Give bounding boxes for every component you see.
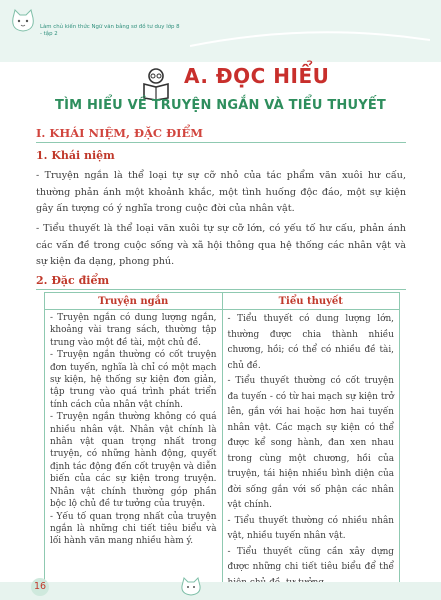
section-heading: A. ĐỌC HIỂU: [184, 64, 330, 88]
cell-paragraph: - Truyện ngắn có dung lượng ngắn, khoảng vài trang sách, thường tập trung vào một đề tài, một chủ đề.: [50, 313, 217, 348]
cat-footer-icon: [178, 574, 204, 596]
divider: [36, 142, 406, 143]
page-number: 16: [31, 578, 49, 596]
cell-paragraph: - Truyện ngắn thường có cốt truyện đơn tuyến, nghĩa là chỉ có một mạch sự kiện, hệ thống sự kiện đơn giản, tập trung vào quá trình phát triển tính cách của nhân vật chính.: [50, 350, 217, 410]
short-story-cell: [45, 310, 223, 594]
paragraph-novel: - Tiểu thuyết là thể loại văn xuôi tự sự cỡ lớn, có yếu tố hư cấu, phản ánh các vấn đề trong cuộc sống và xã hội thông qua hệ thống các nhân vật và sự kiện đa dạng, phong phú.: [36, 223, 406, 267]
comparison-table: [44, 292, 400, 594]
subheading-concept: 1. Khái niệm: [36, 149, 115, 162]
novel-cell: [222, 310, 400, 594]
cell-paragraph: - Yếu tố quan trọng nhất của truyện ngắn là những chi tiết tiêu biểu và lối hành văn mang nhiều hàm ý.: [50, 511, 217, 547]
cat-mascot-icon: [8, 6, 38, 36]
cell-paragraph: - Tiểu thuyết có dung lượng lớn, thường được chia thành nhiều chương, hồi; có thể có nhiều đề tài, chủ đề.: [227, 314, 394, 371]
cell-paragraph: - Truyện ngắn thường không có quá nhiều nhân vật. Nhân vật chính là nhân vật quan trọng nhất trong truyện, có những hành động, quyết định tác động đến cốt truyện và diễn biến của các sự kiện trong truyện. Nhân vật chính thường góp phần bộc lộ chủ đề tư tưởng của truyện.: [50, 412, 217, 510]
table-header-row: [45, 293, 400, 310]
reader-icon: [139, 66, 173, 100]
topic-title: TÌM HIỂU VỀ TRUYỆN NGẮN VÀ TIỂU THUYẾT: [55, 98, 386, 113]
table-row: [45, 310, 400, 594]
part-heading: I. KHÁI NIỆM, ĐẶC ĐIỂM: [36, 126, 204, 140]
subheading-features: 2. Đặc điểm: [36, 274, 110, 287]
footer-band: [0, 582, 441, 600]
column-header: Tiểu thuyết: [222, 293, 400, 310]
divider: [36, 289, 406, 290]
cell-paragraph: - Tiểu thuyết thường có nhiều nhân vật, nhiều tuyến nhân vật.: [227, 515, 394, 541]
header-swoosh: [190, 26, 430, 56]
column-header: Truyện ngắn: [45, 293, 223, 310]
paragraph-short-story: - Truyện ngắn là thể loại tự sự cỡ nhỏ của tác phẩm văn xuôi hư cấu, thường phản ánh một khoảnh khắc, một tình huống độc đáo, một sự kiện gây ấn tượng có ý nghĩa trong cuộc đời của nhân vật.: [36, 170, 406, 214]
book-tag: Làm chủ kiến thức Ngữ văn bằng sơ đồ tư duy lớp 8 - tập 2: [40, 24, 180, 37]
cell-paragraph: - Tiểu thuyết cũng cần xây dựng được những chi tiết tiêu biểu để thể: [227, 546, 394, 572]
cell-paragraph: - Tiểu thuyết thường có cốt truyện đa tuyến - có từ hai mạch sự kiện trở lên, gắn với hai hoặc hơn hai tuyến nhân vật. Các mạch sự kiện có thể được kể song hành, đan xen nhau trong cùng một chương, hồi của truyện, tái hiện nhiều bình diện của đời sống gắn với số phận các nhân vật chính.: [227, 376, 394, 510]
